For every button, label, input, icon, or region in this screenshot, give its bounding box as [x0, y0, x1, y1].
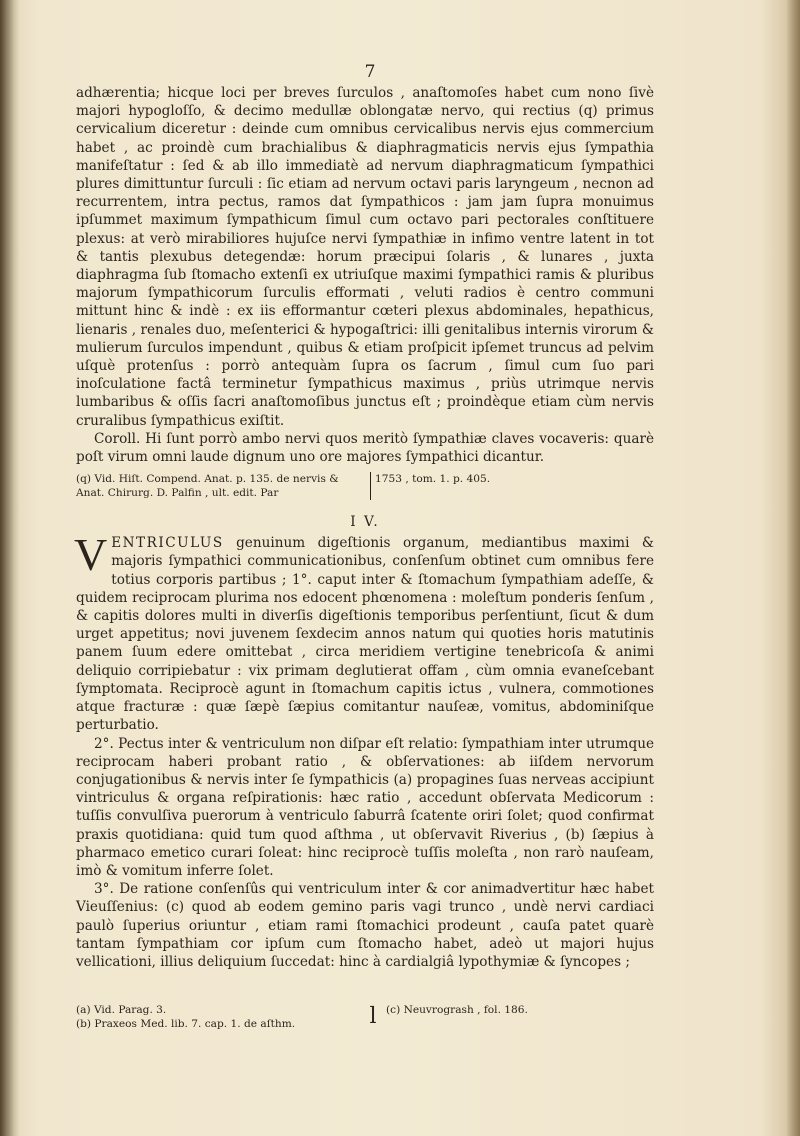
section-body — [74, 529, 654, 734]
paragraph-ventriculus-text: genuinum digeſtionis organum, mediantibus maximi & majoris ſympathici communicationibus, conſenſum obtinet cum omnibus fere totius corporis partibus ; 1°. caput inter & ſtomachum ſympathiam adeſſe, & quidem reciprocam plurima nos edocent phœnomena : moleſtum ponderis ſenſum , & capitis dolores multi in diverſis digeſtionis temporibus perſentiunt, ſicut & dum urget appetitus; novi juvenem ſexdecim annos natum qui quoties horis matutinis panem ſuum edere omittebat , circa meridiem vertigine tenebricoſa & animi deliquio corripiebatur : vix primam deglutierat offam , cùm omnia evaneſcebant ſymptomata. Reciprocè agunt in ſtomachum capitis ictus , vulnera, commotiones atque fracturæ : quæ ſæpè ſæpius comitantur nauſeæ, vomitus, abdominiſque perturbatio. — [76, 535, 654, 734]
footnote-a: (a) Vid. Parag. 3. — [76, 1004, 167, 1016]
footnote-b: (b) Praxeos Med. lib. 7. cap. 1. de aſthm. — [76, 1018, 296, 1030]
footnote-q-left: (q) Vid. Hiſt. Compend. Anat. p. 135. de nervis & Anat. Chirurg. D. Palfin , ult. edit. Par — [76, 472, 371, 500]
page-number: 7 — [364, 62, 376, 82]
page-edge — [786, 0, 800, 1136]
binding-shadow — [0, 0, 20, 1136]
lead-word: ENTRICULUS — [111, 535, 224, 552]
drop-cap: V — [74, 529, 108, 581]
paragraph-pectus: 2°. Pectus inter & ventriculum non diſpar eſt relatio: ſympathiam inter utrumque reciprocam haberi probant ratio , & obſervationes: ab iiſdem nervorum conjugationibus & nervis inter ſe ſympathicis (a) propagines ſuas nerveas accipiunt vintriculus & organa reſpirationis: hæc ratio , accedunt obſervata Medicorum : tuſſis convulſiva puerorum à ventriculo ſaburrâ ſcatente oriri ſolet; quod confirmat praxis quotidiana: quid tum quod aſthma , ut obſervavit Riverius , (b) ſæpius à pharmaco emetico curari ſoleat: hinc reciprocè tuſſis moleſta , non rarò nauſeam, imò & vomitum inferre ſolet. — [76, 735, 654, 879]
footnote-c: (c) Neuvrogrash , fol. 186. — [386, 1004, 528, 1016]
footnote-q — [76, 472, 654, 500]
paragraph-cor: 3°. De ratione conſenſûs qui ventriculum inter & cor animadvertitur hæc habet Vieuſſenius: (c) quod ab eodem gemino paris vagi trunco , undè nervi cardiaci paulò ſuperius oriuntur , etiam rami ſtomachici prodeunt , cauſa patet quarè tantam ſympathiam cor ipſum cum ſtomacho habet, adeò ut majori hujus vellicationi, illius deliquium ſuccedat: hinc à cardialgiâ lypothymiæ & ſyncopes ; — [76, 881, 654, 970]
footnote-q-right: 1753 , tom. 1. p. 405. — [375, 473, 491, 486]
section-heading: I V. — [350, 514, 380, 531]
footnotes-left — [76, 1003, 366, 1031]
footnotes-bottom — [76, 1003, 654, 1031]
paragraph-ventriculus — [74, 529, 654, 734]
footnote-separator: l — [369, 1004, 377, 1029]
text-block — [76, 62, 654, 971]
corollary-paragraph: Coroll. Hi ſunt porrò ambo nervi quos meritò ſympathiæ claves vocaveris: quarè poſt virum omni laude dignum uno ore majores ſympathici dicantur. — [76, 430, 654, 466]
paragraph-continuation: adhærentia; hicque loci per breves ſurculos , anaſtomoſes habet cum nono ſivè majori hypogloſſo, & decimo medullæ oblongatæ nervo, qui rectius (q) primus cervicalium diceretur : deinde cum omnibus cervicalibus nervis ejus commercium habet , ac proindè cum brachialibus & diaphragmaticis nervis ejus ſympathia manifeſtatur : ſed & ab illo immediatè ad nervum diaphragmaticum ſympathici plures dimittuntur ſurculi : ſic etiam ad nervum octavi paris laryngeum , necnon ad recurrentem, intra pectus, ramos dat ſympathicos : jam jam ſupra monuimus ipſummet maximum ſympathicum ſimul cum octavo pari pectorales conſtituere plexus: at verò mirabiliores hujuſce nervi ſympathiæ in infimo ventre latent in tot & tantis plexubus detegendæ: horum præcipui ſolaris , & lunares , juxta diaphragma ſub ſtomacho extenſi ex utriuſque maximi ſympathici ramis & pluribus majorum ſympathicorum ſurculis efformati , veluti radios è centro communi mittunt hinc & indè : ex iis efformantur cœteri plexus abdominales, hepathicus, lienaris , renales duo, meſenterici & hypogaſtrici: illi genitalibus internis virorum & mulierum ſurculos impendunt , quibus & etiam proſpicit ipſemet truncus ad pelvim uſquè protenſus : porrò antequàm ſupra os ſacrum , ſimul cum ſuo pari inoſculatione factâ terminetur ſympathicus maximus , priùs utrimque nervis lumbaribus & oſſis ſacri anaſtomoſibus junctus eſt ; proindèque etiam cùm nervis cruralibus ſympathicus exiſtit. — [76, 85, 654, 429]
